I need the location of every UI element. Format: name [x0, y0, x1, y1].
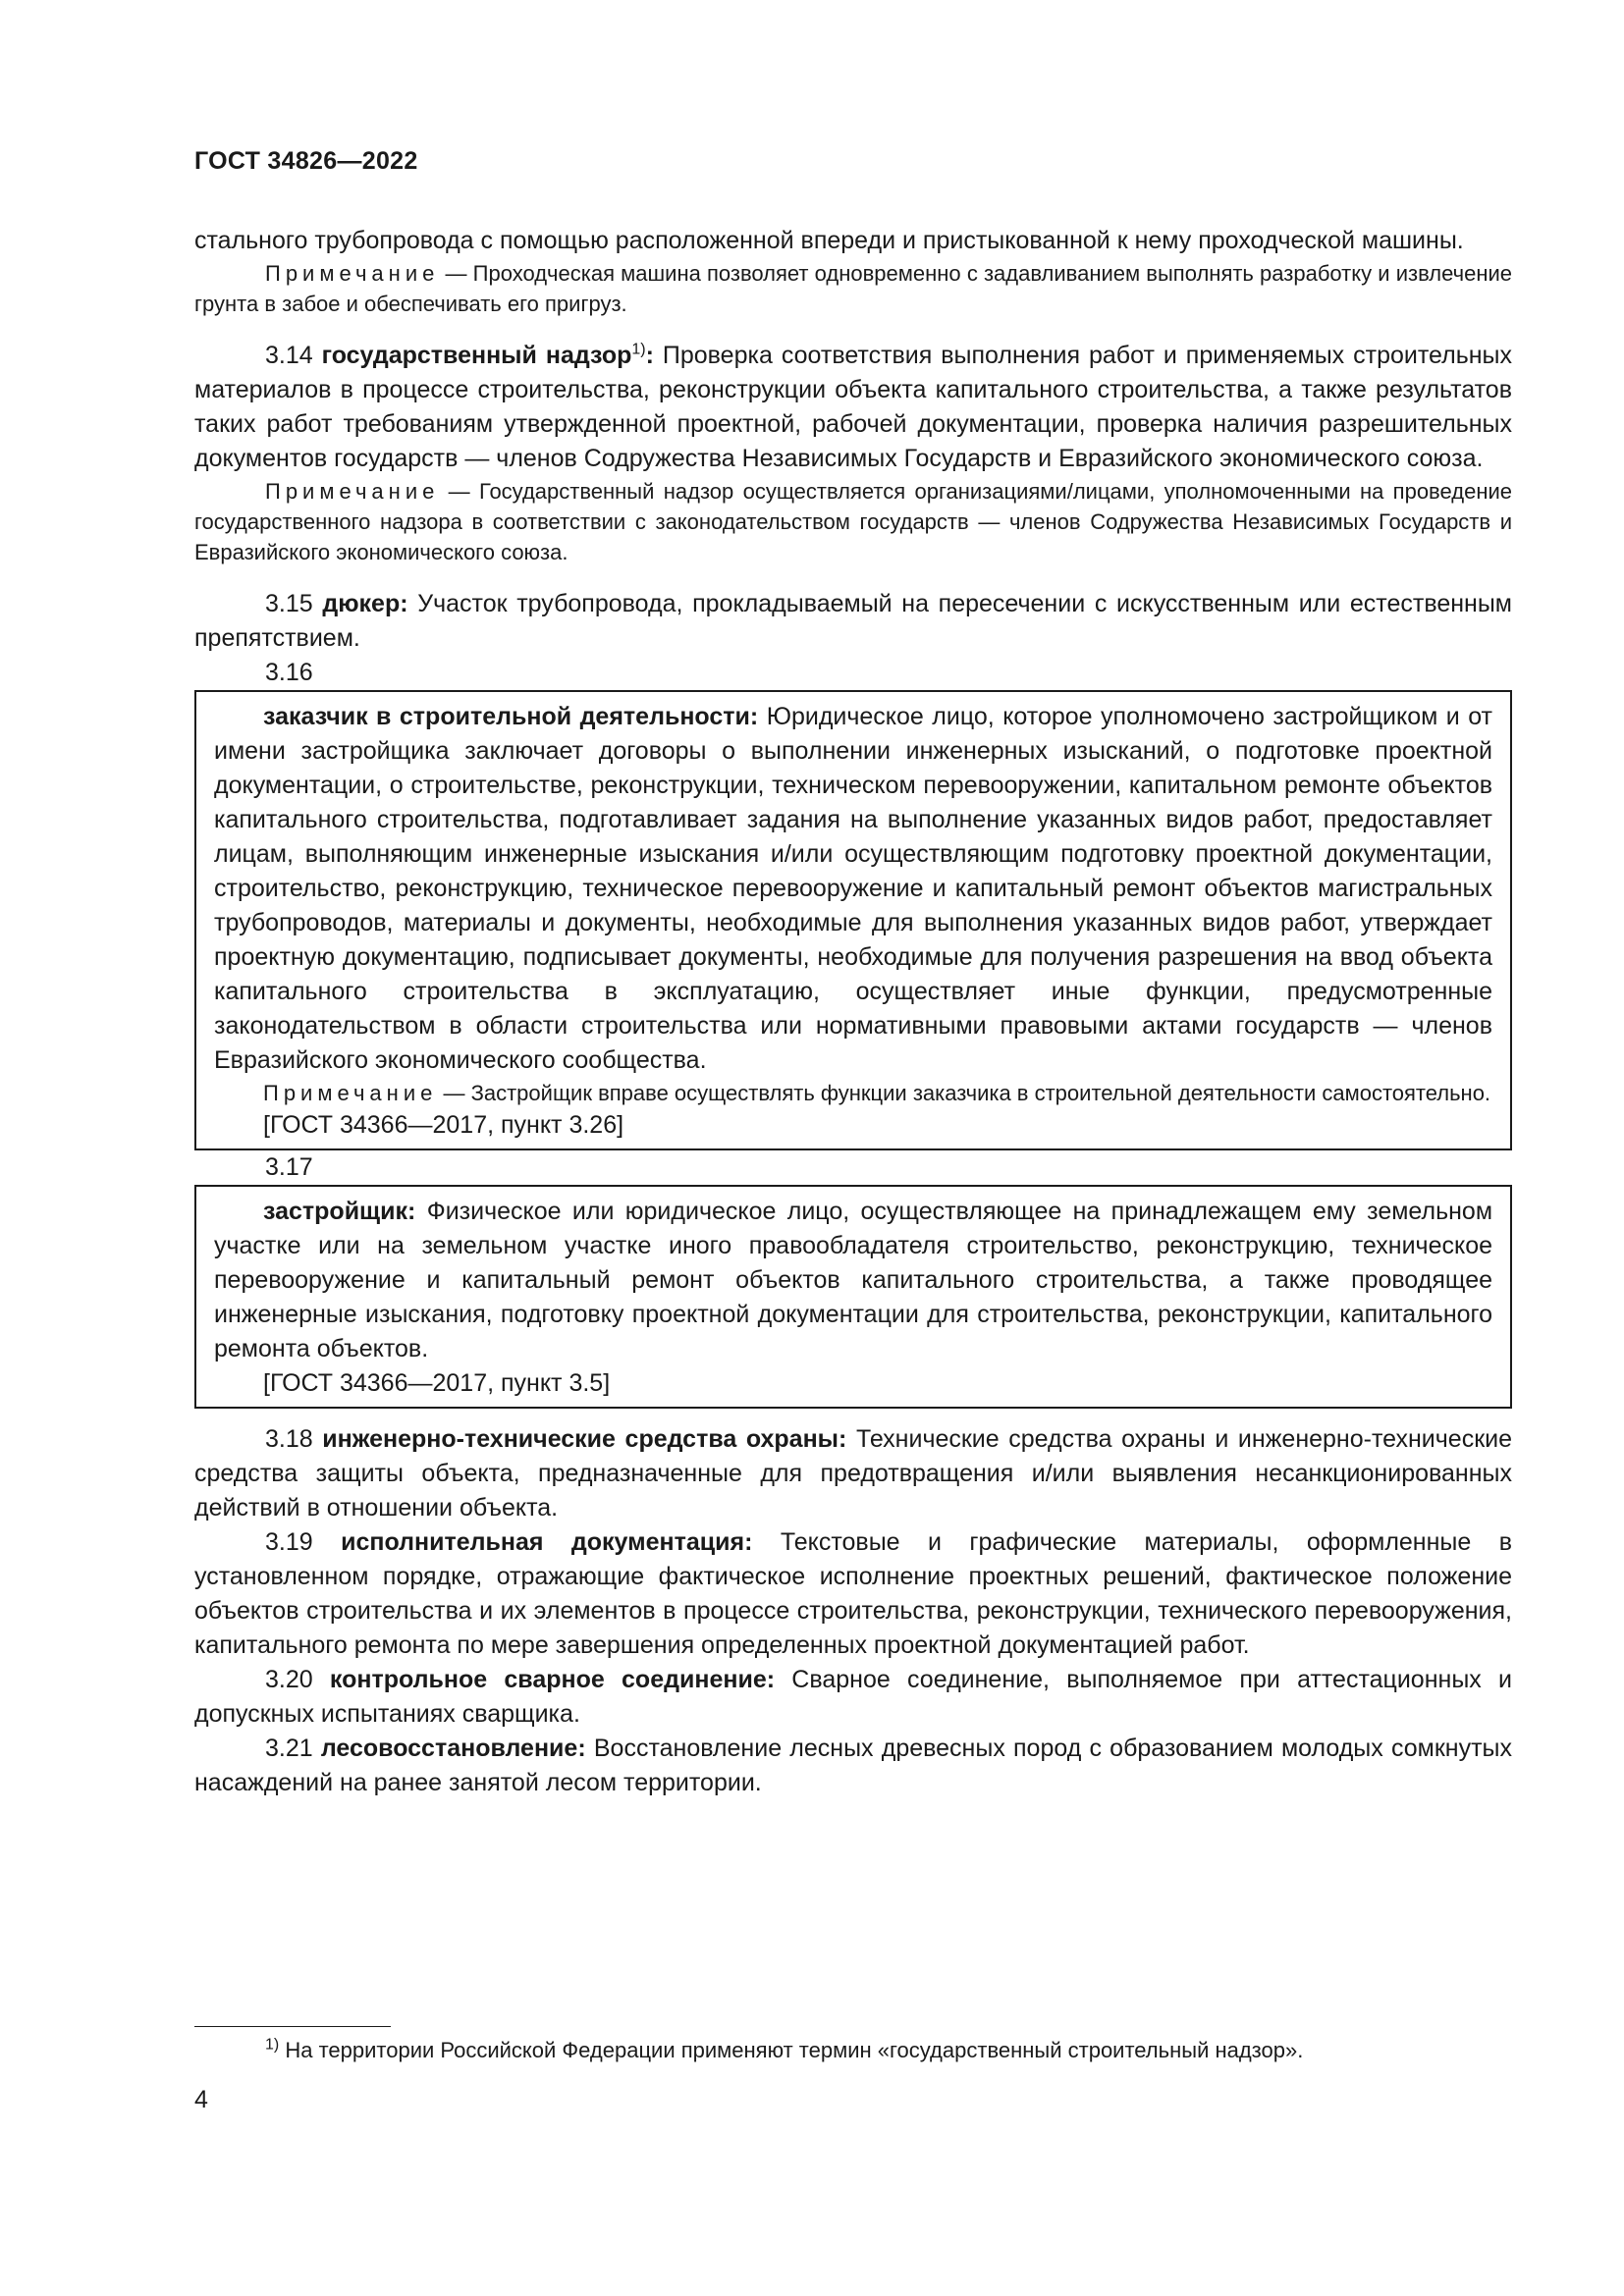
term-definition: Проверка соответствия выполнения работ и применяемых строительных материалов в процессе строительства, реконструкции объекта капитального строительства, а также результатов таких работ требованиям утвержденной проектной, рабочей документации, проверка наличия разрешительных документов государств — членов Содружества Независимых Государств и Евразийского экономического союза.	[194, 342, 1512, 472]
term-title: дюкер:	[322, 590, 408, 617]
term-definition: Текстовые и графические материалы, оформленные в установленном порядке, отражающие фактическое исполнение проектных решений, фактическое положение объектов строительства и их элементов в процессе строительства, реконструкции, технического перевооружения, капитального ремонта по мере завершения определенных проектной документацией работ.	[194, 1528, 1513, 1659]
footnote-mark: 1)	[631, 341, 646, 358]
source-reference: [ГОСТ 34366—2017, пункт 3.26]	[263, 1111, 624, 1139]
term-entry	[194, 1422, 1512, 1525]
term-definition: Сварное соединение, выполняемое при аттестационных и допускных испытаниях сварщика.	[194, 1666, 1513, 1728]
note-label: Примечание	[265, 479, 440, 504]
term-title: государственный надзор	[321, 342, 632, 369]
term-title: инженерно-технические средства охраны:	[322, 1425, 847, 1453]
term-definition: Физическое или юридическое лицо, осуществляющее на принадлежащем ему земельном участке или на земельном участке иного правообладателя строительство, реконструкцию, техническое перевооружение и капитальный ремонт объектов капитального строительства, а также проводящее инженерные изыскания, подготовку проектной документации для строительства, реконструкции, капитального ремонта объектов.	[214, 1198, 1492, 1362]
term-title: лесовосстановление:	[320, 1735, 586, 1762]
note-text: Проходческая машина позволяет одновременно с задавливанием выполнять разработку и извлечение грунта в забое и обеспечивать его пригруз.	[194, 261, 1512, 316]
term-number: 3.18	[265, 1425, 323, 1453]
note-text: Государственный надзор осуществляется организациями/лицами, уполномоченными на проведение государственного надзора в соответствии с законодательством государств — членов Содружества Независимых Государств и Евразийского экономического союза.	[194, 479, 1512, 564]
term-definition: Технические средства охраны и инженерно-технические средства защиты объекта, предназначенные для предотвращения и/или выявления несанкционированных действий в отношении объекта.	[194, 1425, 1512, 1522]
paragraph-continuation: стального трубопровода с помощью расположенной впереди и пристыкованной к нему проходческой машины.	[194, 227, 1464, 254]
page-number: 4	[194, 2086, 208, 2113]
footnote-rule	[194, 2026, 391, 2027]
term-title: исполнительная документация:	[341, 1528, 753, 1556]
footnote-mark: 1)	[265, 2036, 280, 2054]
term-entry	[214, 700, 1492, 1078]
note: Примечание — Проходческая машина позволяет одновременно с задавливанием выполнять разработку и извлечение грунта в забое и обеспечивать его пригруз.	[194, 261, 1512, 316]
term-entry: 3.14 государственный надзор$^{1)}$: Проверка соответствия выполнения работ и применяемых строительных материалов в процессе строительства, реконструкции объекта капитального строительства, а также результатов таких работ требованиям утвержденной проектной, рабочей документации, проверка наличия разрешительных документов государств — членов Содружества Независимых Государств и Евразийского экономического союза.	[194, 341, 1512, 472]
term-entry	[214, 1195, 1492, 1366]
term-entry	[194, 1525, 1512, 1663]
note: Примечание — Застройщик вправе осуществлять функции заказчика в строительной деятельности самостоятельно.	[263, 1081, 1491, 1105]
term-number: 3.16	[265, 659, 313, 686]
note: Примечание — Государственный надзор осуществляется организациями/лицами, уполномоченными на проведение государственного надзора в соответствии с законодательством государств — членов Содружества Независимых Государств и Евразийского экономического союза.	[194, 479, 1512, 564]
note-label: Примечание	[265, 261, 440, 286]
note-text: Застройщик вправе осуществлять функции заказчика в строительной деятельности самостоятельно.	[470, 1081, 1491, 1105]
footnote-text: На территории Российской Федерации применяют термин «государственный строительный надзор».	[279, 2038, 1304, 2062]
term-number: 3.14	[265, 342, 322, 369]
term-definition: Юридическое лицо, которое уполномочено застройщиком и от имени застройщика заключает договоры о выполнении инженерных изысканий, о подготовке проектной документации, о строительстве, реконструкции, техническом перевооружении, капитальном ремонте объектов капитального строительства, подготавливает задания на выполнение указанных видов работ, предоставляет лицам, выполняющим инженерные изыскания и/или осуществляющим подготовку проектной документации, строительство, реконструкцию, техническое перевооружение и капитальный ремонт объектов магистральных трубопроводов, материалы и документы, необходимые для выполнения указанных видов работ, утверждает проектную документацию, подписывает документы, необходимые для получения разрешения на ввод объекта капитального строительства в эксплуатацию, осуществляет иные функции, предусмотренные законодательством в области строительства или нормативными правовыми актами государств — членов Евразийского экономического сообщества.	[214, 703, 1493, 1074]
page-header: ГОСТ 34826—2022	[194, 147, 418, 175]
boxed-term	[194, 1185, 1512, 1409]
term-number: 3.20	[265, 1666, 330, 1693]
term-definition: Восстановление лесных древесных пород с образованием молодых сомкнутых насаждений на ранее занятой лесом территории.	[194, 1735, 1513, 1796]
term-title: застройщик:	[263, 1198, 416, 1225]
source-reference: [ГОСТ 34366—2017, пункт 3.5]	[263, 1369, 611, 1397]
page-content	[194, 224, 1512, 1800]
term-entry	[194, 587, 1512, 656]
term-number: 3.17	[265, 1153, 313, 1181]
term-title: заказчик в строительной деятельности:	[263, 703, 759, 730]
footnote	[265, 2036, 1512, 2065]
term-entry	[194, 1663, 1512, 1732]
boxed-term	[194, 690, 1512, 1150]
term-title: контрольное сварное соединение:	[329, 1666, 776, 1693]
term-entry	[194, 1732, 1512, 1800]
note-label: Примечание	[263, 1081, 438, 1105]
term-number: 3.15	[265, 590, 323, 617]
term-number: 3.19	[265, 1528, 342, 1556]
term-number: 3.21	[265, 1735, 321, 1762]
term-definition: Участок трубопровода, прокладываемый на пересечении с искусственным или естественным препятствием.	[194, 590, 1512, 652]
